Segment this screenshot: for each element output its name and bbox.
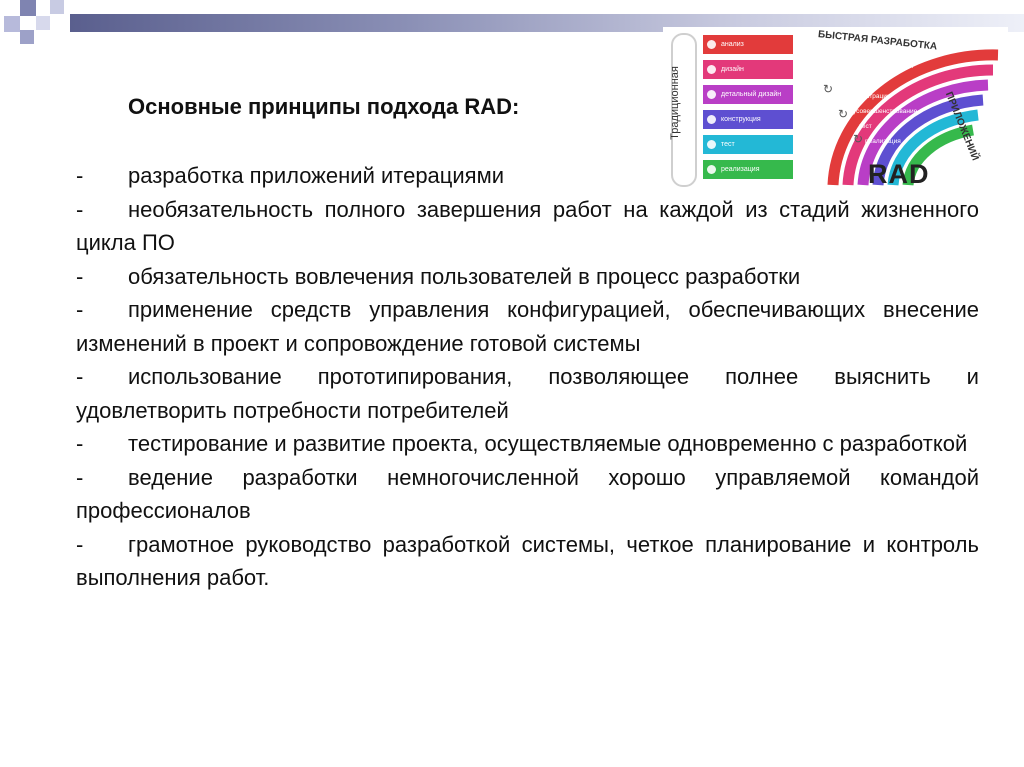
cycle-arrow-icon: ↻ xyxy=(838,107,849,121)
principle-item xyxy=(76,427,979,461)
principle-text: использование прототипирования, позволяющее полнее xyxy=(128,364,799,389)
traditional-step-label: дизайн xyxy=(721,66,744,73)
principle-text: необязательность полного завершения работ на каждой из xyxy=(128,196,768,222)
bullet-dash: - xyxy=(76,163,84,188)
traditional-step-label: реализация xyxy=(721,166,760,173)
bullet-dash: - xyxy=(76,297,84,322)
bullet-dash: - xyxy=(76,431,84,456)
traditional-step xyxy=(703,35,793,54)
rad-step-label: усовершенствование xyxy=(853,108,918,115)
traditional-step xyxy=(703,110,793,129)
traditional-step-label: тест xyxy=(721,141,735,148)
principle-text-continued: обеспечивающих внесение изменений в проект и сопровождение готовой системы xyxy=(76,297,979,356)
bullet-dash: - xyxy=(76,263,84,289)
cycle-arrow-icon: ↻ xyxy=(823,82,834,96)
rad-logo: RAD xyxy=(868,159,930,189)
traditional-step-label: анализ xyxy=(721,41,744,48)
traditional-step-label: конструкция xyxy=(721,116,761,123)
bullet-dash: - xyxy=(76,531,84,557)
principle-item xyxy=(76,528,979,595)
principle-text-continued: планирование и контроль выполнения работ. xyxy=(76,531,979,590)
arrow-down-icon xyxy=(707,65,716,74)
principle-text-continued: разработки xyxy=(685,263,801,289)
bullet-dash: - xyxy=(76,464,84,490)
rad-step-label: тест xyxy=(859,123,872,130)
principle-text: грамотное руководство разработкой системы, четкое xyxy=(128,531,694,557)
principle-text: ведение разработки немногочисленной хорошо управляемой xyxy=(128,464,851,490)
principle-item xyxy=(76,193,979,260)
arrow-down-icon xyxy=(707,115,716,124)
arrow-down-icon xyxy=(707,90,716,99)
slide-title: Основные принципы подхода RAD: xyxy=(128,94,520,119)
rad-side-title: ПРИЛОЖЕНИЙ xyxy=(942,90,981,163)
principle-text-continued: стадий жизненного цикла ПО xyxy=(76,196,979,255)
traditional-step xyxy=(703,60,793,79)
principle-text-continued: одновременно с разработкой xyxy=(667,431,968,456)
principle-item xyxy=(76,159,979,193)
rad-step-label: анализ и быстрый дизайн xyxy=(835,63,914,70)
cycle-arrow-icon: ↻ xyxy=(853,132,864,146)
rad-step-label: конструкция xyxy=(841,78,878,85)
traditional-step xyxy=(703,135,793,154)
traditional-label: Традиционная xyxy=(669,66,681,140)
arrow-down-icon xyxy=(707,140,716,149)
principles-list xyxy=(76,159,979,595)
principle-item xyxy=(76,360,979,427)
principle-text: применение средств управления конфигурацией, xyxy=(128,297,671,322)
corner-decoration xyxy=(0,0,80,60)
rad-step-label: реализация xyxy=(865,138,901,145)
traditional-step xyxy=(703,85,793,104)
traditional-step-label: детальный дизайн xyxy=(721,91,782,98)
principle-text-continued: командой профессионалов xyxy=(76,464,979,523)
bullet-dash: - xyxy=(76,364,84,389)
principle-item xyxy=(76,293,979,360)
bullet-dash: - xyxy=(76,196,84,222)
principle-item xyxy=(76,461,979,528)
principle-text: тестирование и развитие проекта, осуществляемые xyxy=(128,431,662,456)
principle-text-continued: выяснить и удовлетворить потребности потребителей xyxy=(76,364,979,423)
principle-item xyxy=(76,260,979,294)
principle-text: обязательность вовлечения пользователей в процесс xyxy=(128,263,679,289)
arrow-down-icon xyxy=(707,40,716,49)
rad-title: БЫСТРАЯ РАЗРАБОТКА xyxy=(817,29,938,53)
rad-step-label: демонстрация xyxy=(847,93,891,100)
principle-text: разработка приложений итерациями xyxy=(128,163,505,188)
